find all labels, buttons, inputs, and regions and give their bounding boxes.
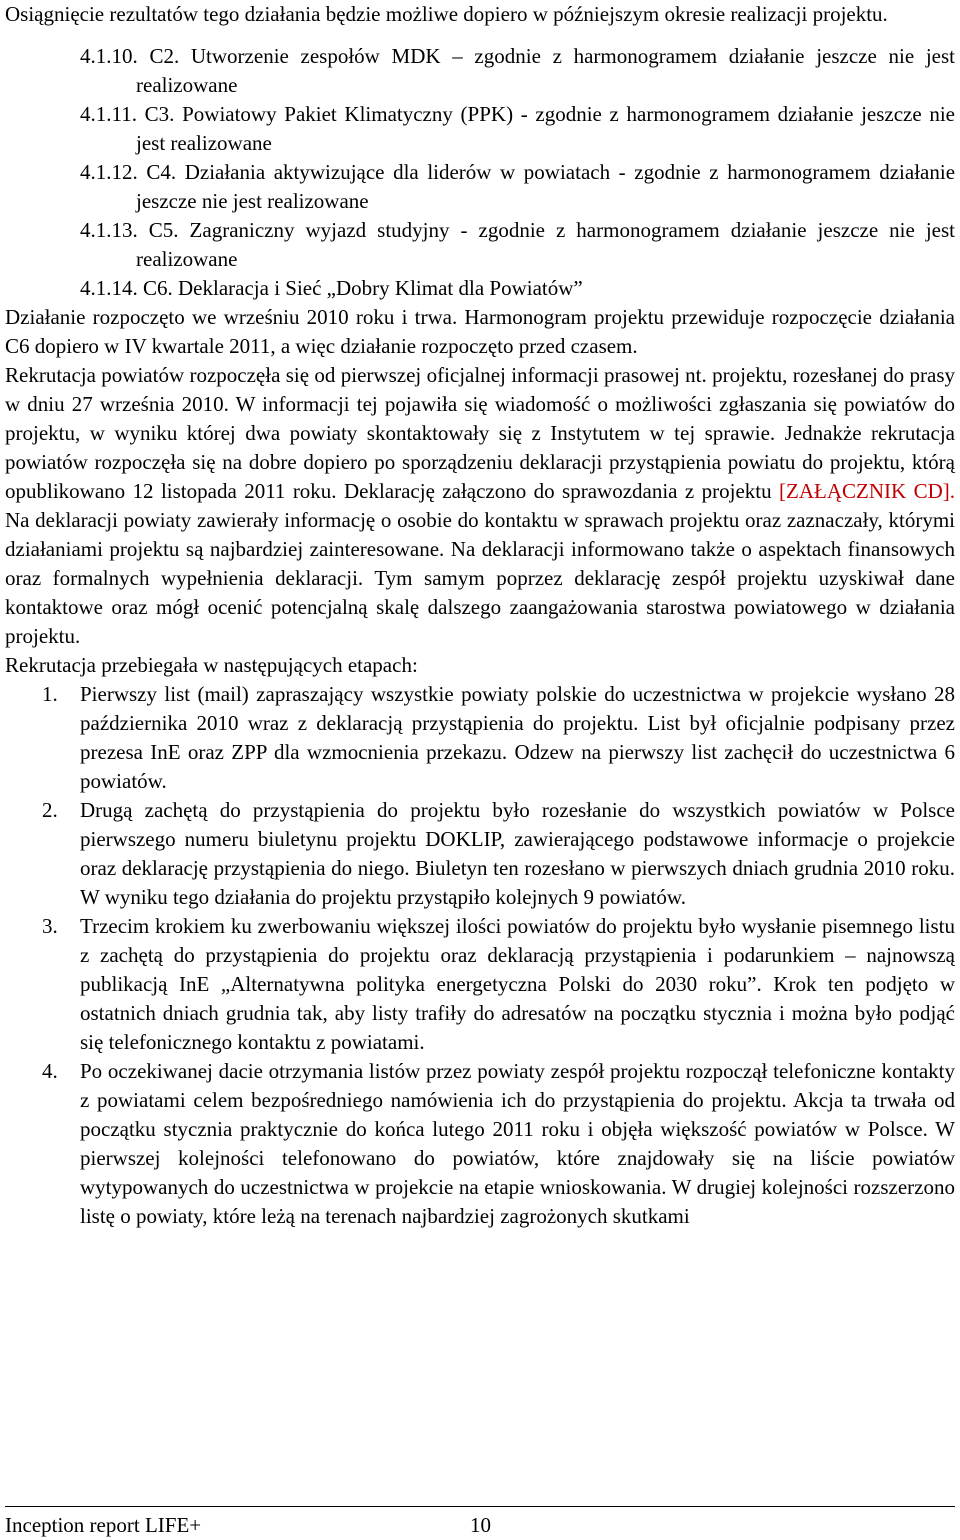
body-paragraph-2 (5, 361, 955, 651)
body-paragraph-1: Działanie rozpoczęto we wrześniu 2010 roku i trwa. Harmonogram projektu przewiduje rozpoczęcie działania C6 dopiero w IV kwartale 2011, a więc działanie rozpoczęto przed czasem. (5, 305, 955, 358)
page-footer (5, 1511, 955, 1540)
section-code: C5. (148, 218, 179, 242)
list-item-number: 1. (42, 682, 58, 706)
footer-report-title: Inception report LIFE+ (5, 1513, 202, 1537)
body-paragraph-3: Rekrutacja przebiegała w następujących etapach: (5, 653, 418, 677)
list-item-number: 4. (42, 1059, 58, 1083)
page-number: 10 (470, 1513, 491, 1537)
section-title: Powiatowy Pakiet Klimatyczny (PPK) - zgodnie z harmonogramem działanie jeszcze nie jest realizowane (136, 102, 956, 155)
spacer (5, 29, 955, 43)
recruitment-steps-list (5, 680, 955, 1231)
section-code: C6. (143, 276, 173, 300)
page-content (5, 0, 955, 1231)
section-number: 4.1.11. (80, 102, 137, 126)
section-title: Utworzenie zespołów MDK – zgodnie z harmonogramem działanie jeszcze nie jest realizowane (136, 44, 955, 97)
paragraph-text: Na deklaracji powiaty zawierały informację o osobie do kontaktu w sprawach projektu oraz zaznaczały, którymi działaniami projektu są najbardziej zainteresowane. Na deklaracji informowano także o aspektach finansowych oraz formalnych wypełnienia deklaracji. Tym samym poprzez deklarację zespół projektu uzyskiwał dane kontaktowe oraz mógł ocenić potencjalną skalę dalszego zaangażowania starostwa powiatowego w działania projektu. (5, 508, 955, 648)
list-item (5, 1057, 955, 1231)
section-title: Zagraniczny wyjazd studyjny - zgodnie z harmonogramem działanie jeszcze nie jest realizowane (136, 218, 956, 271)
list-item-text: Po oczekiwanej dacie otrzymania listów przez powiaty zespół projektu rozpoczął telefoniczne kontakty z powiatami celem bezpośredniego namówienia ich do przystąpienia do projektu. Akcja ta trwała od początku stycznia praktycznie do końca lutego 2011 roku i objęła większość powiatów w Polsce. W pierwszej kolejności telefonowano do powiatów, które znajdowały się na liście powiatów wytypowanych do uczestnictwa w projekcie na etapie wnioskowania. W drugiej kolejności rozszerzono listę o powiaty, które leżą na terenach najbardziej zagrożonych skutkami (80, 1059, 955, 1228)
list-item-text: Trzecim krokiem ku zwerbowaniu większej ilości powiatów do projektu było wysłanie pisemnego listu z zachętą do przystąpienia do projektu oraz deklaracją przystąpienia i podarunkiem – najnowszą publikacją InE „Alternatywna polityka energetyczna Polski do 2030 roku”. Krok ten podjęto w ostatnich dniach grudnia tak, aby listy trafiły do adresatów na początku stycznia i można było podjąć się telefonicznego kontaktu z powiatami. (80, 914, 955, 1054)
section-number: 4.1.13. (80, 218, 138, 242)
section-number: 4.1.14. (80, 276, 138, 300)
section-4-1-13 (5, 216, 955, 274)
list-item (5, 680, 955, 796)
intro-paragraph: Osiągnięcie rezultatów tego działania będzie możliwe dopiero w późniejszym okresie realizacji projektu. (5, 2, 888, 26)
section-code: C4. (146, 160, 177, 184)
section-title: Działania aktywizujące dla liderów w powiatach - zgodnie z harmonogramem działanie jeszcze nie jest realizowane (136, 160, 956, 213)
annex-reference: [ZAŁĄCZNIK CD]. (779, 479, 955, 503)
section-code: C3. (144, 102, 175, 126)
list-item (5, 912, 955, 1057)
section-4-1-11 (5, 100, 955, 158)
list-item (5, 796, 955, 912)
section-4-1-14 (5, 274, 955, 303)
section-number: 4.1.10. (80, 44, 138, 68)
list-item-number: 2. (42, 798, 58, 822)
section-4-1-12 (5, 158, 955, 216)
section-number: 4.1.12. (80, 160, 138, 184)
section-4-1-10 (5, 42, 955, 100)
list-item-text: Pierwszy list (mail) zapraszający wszystkie powiaty polskie do uczestnictwa w projekcie wysłano 28 października 2010 wraz z deklaracją przystąpienia do projektu. List był oficjalnie podpisany przez prezesa InE oraz ZPP dla wzmocnienia przekazu. Odzew na pierwszy list zachęcił do uczestnictwa 6 powiatów. (80, 682, 955, 793)
list-item-number: 3. (42, 914, 58, 938)
footer-divider (5, 1506, 955, 1507)
section-title: Deklaracja i Sieć „Dobry Klimat dla Powiatów” (178, 276, 583, 300)
section-code: C2. (149, 44, 180, 68)
list-item-text: Drugą zachętą do przystąpienia do projektu było rozesłanie do wszystkich powiatów w Polsce pierwszego numeru biuletynu projektu DOKLIP, zawierającego podstawowe informacje o projekcie oraz deklarację przystąpienia do niego. Biuletyn ten rozesłano w pierwszych dniach grudnia 2010 roku. W wyniku tego działania do projektu przystąpiło kolejnych 9 powiatów. (80, 798, 955, 909)
paragraph-text: Rekrutacja powiatów rozpoczęła się od pierwszej oficjalnej informacji prasowej nt. projektu, rozesłanej do prasy w dniu 27 września 2010. W informacji tej pojawiła się wiadomość o możliwości zgłaszania się powiatów do projektu, w wyniku której dwa powiaty skontaktowały się z Instytutem w tej sprawie. Jednakże rekrutacja powiatów rozpoczęła się na dobre dopiero po sporządzeniu deklaracji przystąpienia powiatu do projektu, którą opublikowano 12 listopada 2011 roku. Deklarację załączono do sprawozdania z projektu (5, 363, 955, 503)
